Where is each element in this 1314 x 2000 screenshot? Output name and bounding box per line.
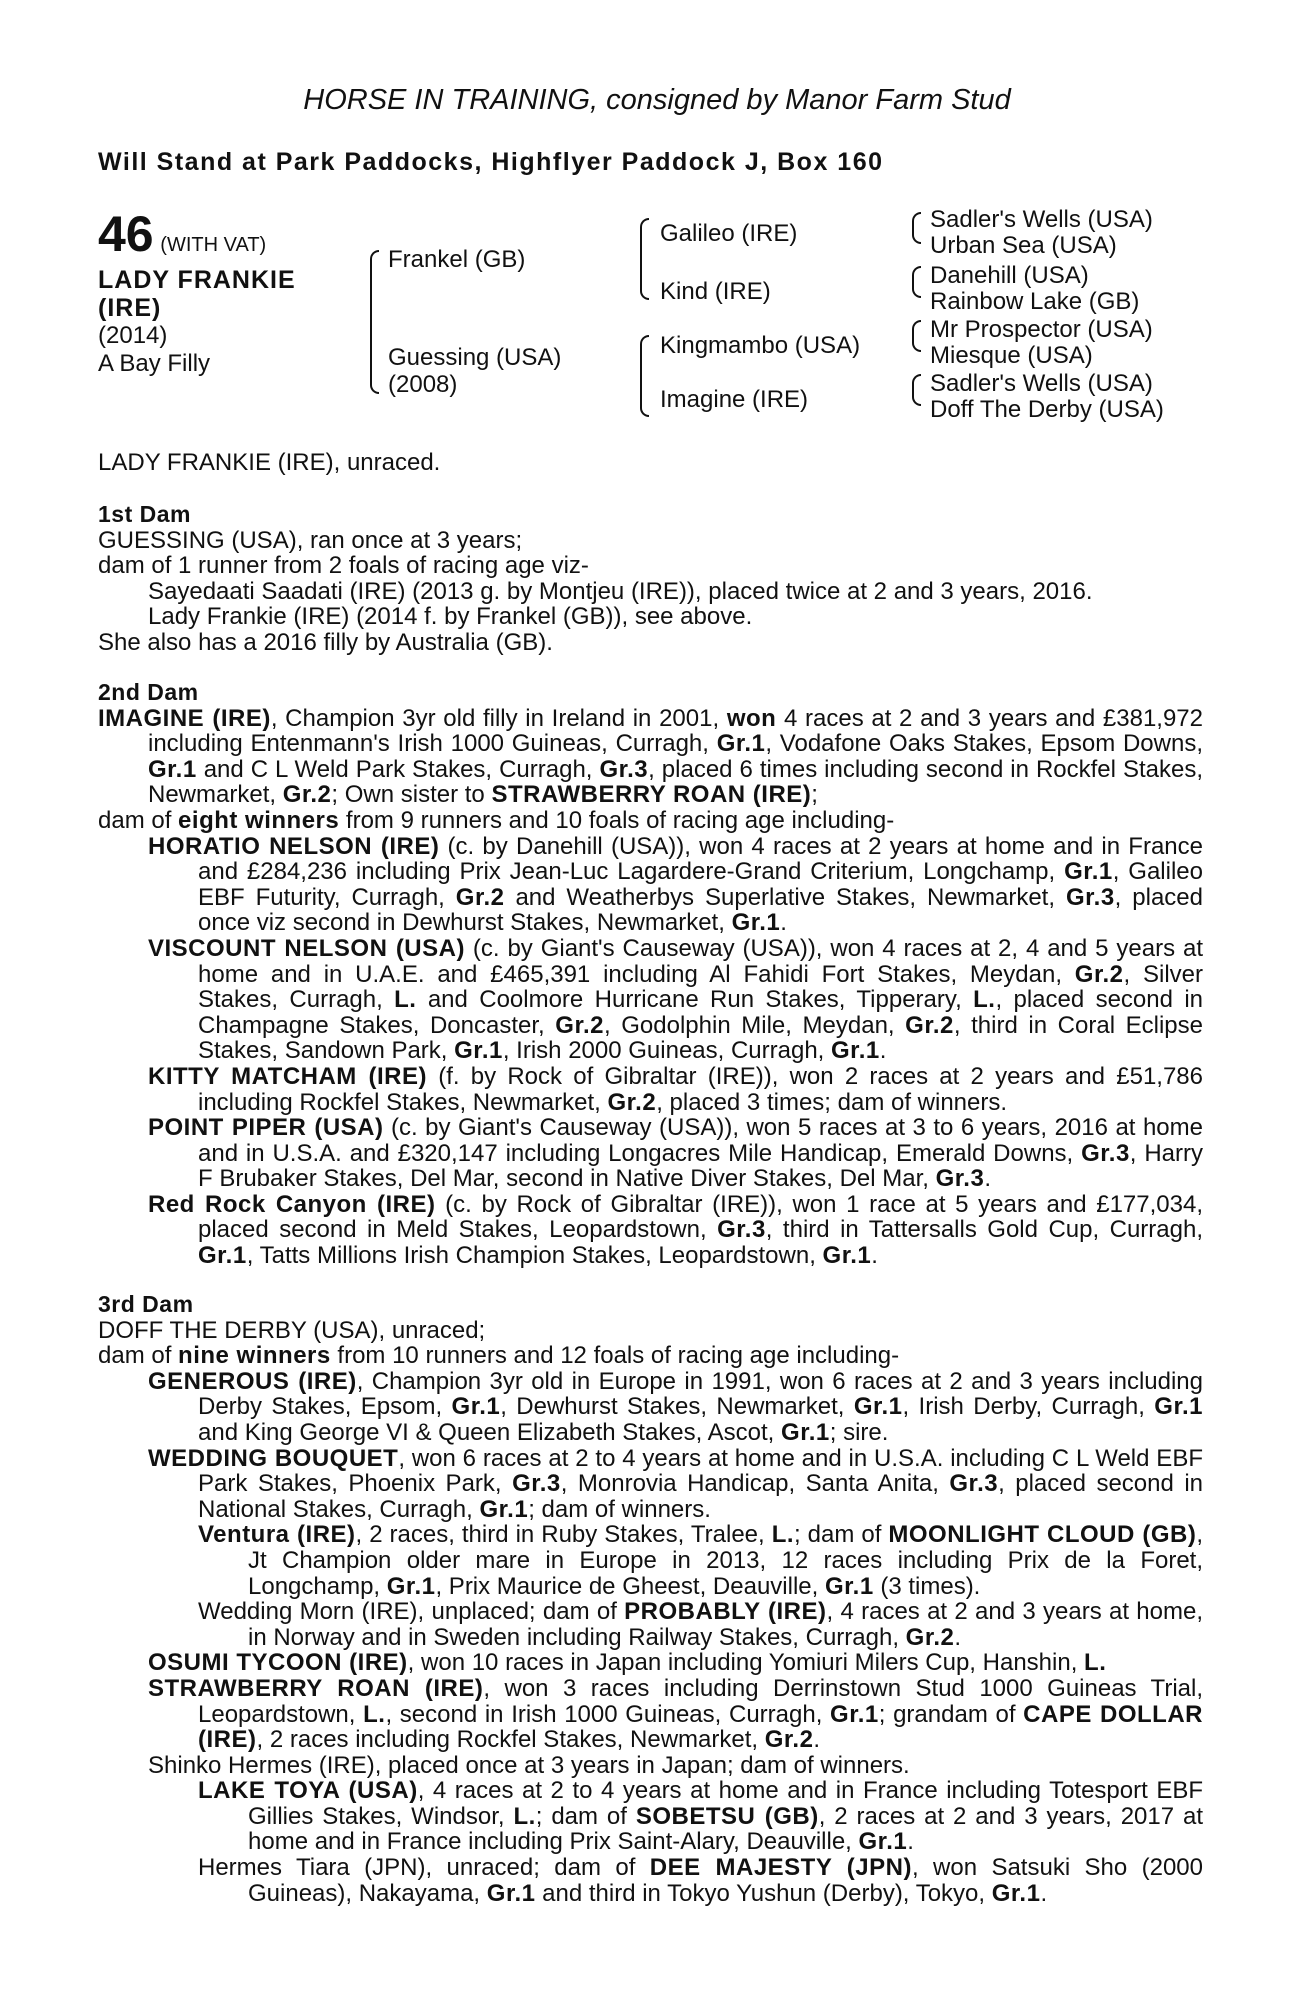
horse-description: A Bay Filly xyxy=(98,350,211,377)
pedigree-bracket xyxy=(370,250,379,394)
produce-entry: Shinko Hermes (IRE), placed once at 3 years in Japan; dam of winners. xyxy=(148,1751,910,1779)
produce-entry: WEDDING BOUQUET, won 6 races at 2 to 4 years at home and in U.S.A. including C L Weld EBF Park Stakes, Phoenix Park, Gr.3, Monrovia Handicap, Santa Anita, Gr.3, placed second in National Stakes, Curragh, Gr.1; dam of winners. xyxy=(148,1444,1203,1523)
pedigree-gen3-7: Sadler's Wells (USA) xyxy=(930,370,1153,397)
section-heading: 2nd Dam xyxy=(98,679,199,705)
pedigree-gen3-6: Miesque (USA) xyxy=(930,342,1093,369)
produce-line: Lady Frankie (IRE) (2014 f. by Frankel (GB)), see above. xyxy=(148,603,753,631)
produce-entry: LAKE TOYA (USA), 4 races at 2 to 4 years at home and in France including Totesport EBF Gillies Stakes, Windsor, L.; dam of SOBETSU (GB), 2 races at 2 and 3 years, 2017 at home and in France including Prix Saint-Alary, Deauville, Gr.1. xyxy=(198,1777,1204,1856)
section-heading: 3rd Dam xyxy=(98,1291,194,1317)
pedigree-bracket xyxy=(912,266,921,298)
dam-line: dam of 1 runner from 2 foals of racing age viz- xyxy=(98,552,589,580)
pedigree-gen3-8: Doff The Derby (USA) xyxy=(930,396,1164,423)
produce-entry: POINT PIPER (USA) (c. by Giant's Causeway (USA)), won 5 races at 3 to 6 years, 2016 at home and in U.S.A. and £320,147 including Longacres Mile Handicap, Emerald Downs, Gr.3, Harry F Brubaker Stakes, Del Mar, second in Native Diver Stakes, Del Mar, Gr.3. xyxy=(148,1114,1203,1193)
produce-entry: VISCOUNT NELSON (USA) (c. by Giant's Causeway (USA)), won 4 races at 2, 4 and 5 years at home and in U.A.E. and £465,391 including Al Fahidi Fort Stakes, Meydan, Gr.2, Silver Stakes, Curragh, L. and Coolmore Hurricane Run Stakes, Tipperary, L., placed second in Champagne Stakes, Doncaster, Gr.2, Godolphin Mile, Meydan, Gr.2, third in Coral Eclipse Stakes, Sandown Park, Gr.1, Irish 2000 Guineas, Curragh, Gr.1. xyxy=(148,934,1204,1065)
horse-name-country: (IRE) xyxy=(98,294,162,322)
produce-entry: STRAWBERRY ROAN (IRE), won 3 races including Derrinstown Stud 1000 Guineas Trial, Leopardstown, L., second in Irish 1000 Guineas, Curragh, Gr.1; grandam of CAPE DOLLAR (IRE), 2 races including Rockfel Stakes, Newmarket, Gr.2. xyxy=(148,1674,1204,1754)
produce-entry: HORATIO NELSON (IRE) (c. by Danehill (USA)), won 4 races at 2 years at home and in France and £284,236 including Prix Jean-Luc Lagardere-Grand Criterium, Longchamp, Gr.1, Galileo EBF Futurity, Curragh, Gr.2 and Weatherbys Superlative Stakes, Newmarket, Gr.3, placed once viz second in Dewhurst Stakes, Newmarket, Gr.1. xyxy=(148,832,1204,937)
produce-entry: Hermes Tiara (JPN), unraced; dam of DEE MAJESTY (JPN), won Satsuki Sho (2000 Guineas), Nakayama, Gr.1 and third in Tokyo Yushun (Derby), Tokyo, Gr.1. xyxy=(198,1854,1204,1907)
pedigree-gen3-1: Sadler's Wells (USA) xyxy=(930,206,1153,233)
produce-entry: Red Rock Canyon (IRE) (c. by Rock of Gibraltar (IRE)), won 1 race at 5 years and £177,034, placed second in Meld Stakes, Leopardstown, Gr.3, third in Tattersalls Gold Cup, Curragh, Gr.1, Tatts Millions Irish Champion Stakes, Leopardstown, Gr.1. xyxy=(148,1190,1203,1270)
pedigree-gen3-4: Rainbow Lake (GB) xyxy=(930,288,1140,315)
produce-entry: OSUMI TYCOON (IRE), won 10 races in Japan including Yomiuri Milers Cup, Hanshin, L. xyxy=(148,1649,1107,1677)
lot-number: 46 xyxy=(98,206,154,262)
dam-line: GUESSING (USA), ran once at 3 years; xyxy=(98,526,523,554)
horse-year: (2014) xyxy=(98,322,168,349)
page-header: HORSE IN TRAINING, consigned by Manor Farm Stud xyxy=(303,84,1011,116)
produce-entry: Ventura (IRE), 2 races, third in Ruby Stakes, Tralee, L.; dam of MOONLIGHT CLOUD (GB), Jt Champion older mare in Europe in 2013, 12 races including Prix de la Foret, Longchamp, Gr.1, Prix Maurice de Gheest, Deauville, Gr.1 (3 times). xyxy=(198,1521,1203,1600)
section-heading: 1st Dam xyxy=(98,501,191,527)
second-dam-section xyxy=(98,680,1203,1269)
pedigree-dam-dam: Imagine (IRE) xyxy=(660,386,809,413)
pedigree-bracket xyxy=(912,374,921,406)
pedigree-dam-year: (2008) xyxy=(388,371,458,398)
produce-entry: KITTY MATCHAM (IRE) (f. by Rock of Gibraltar (IRE)), won 2 races at 2 years and £51,786 including Rockfel Stakes, Newmarket, Gr.2, placed 3 times; dam of winners. xyxy=(148,1062,1203,1116)
dam-line: She also has a 2016 filly by Australia (GB). xyxy=(98,628,553,656)
stand-location: Will Stand at Park Paddocks, Highflyer Paddock J, Box 160 xyxy=(98,148,884,176)
pedigree-gen3-5: Mr Prospector (USA) xyxy=(930,316,1153,343)
horse-name: LADY FRANKIE xyxy=(98,266,296,294)
lot-block xyxy=(98,208,338,378)
pedigree-gen3-3: Danehill (USA) xyxy=(930,262,1089,289)
pedigree-dam-sire: Kingmambo (USA) xyxy=(660,332,861,359)
pedigree-bracket xyxy=(912,212,921,244)
vat-note: (WITH VAT) xyxy=(160,234,267,256)
pedigree-dam: Guessing (USA) xyxy=(388,344,562,371)
pedigree-bracket xyxy=(912,320,921,352)
intro-line: LADY FRANKIE (IRE), unraced. xyxy=(98,449,441,476)
pedigree-sire: Frankel (GB) xyxy=(388,246,526,273)
pedigree-sire-dam: Kind (IRE) xyxy=(660,278,771,305)
produce-entry: GENEROUS (IRE), Champion 3yr old in Europe in 1991, won 6 races at 2 and 3 years including Derby Stakes, Epsom, Gr.1, Dewhurst Stakes, Newmarket, Gr.1, Irish Derby, Curragh, Gr.1 and King George VI & Queen Elizabeth Stakes, Ascot, Gr.1; sire. xyxy=(148,1367,1204,1446)
dam-line: dam of nine winners from 10 runners and 12 foals of racing age including- xyxy=(98,1342,900,1370)
pedigree-sire-sire: Galileo (IRE) xyxy=(660,220,798,247)
dam-entry: IMAGINE (IRE), Champion 3yr old filly in Ireland in 2001, won 4 races at 2 and 3 years and £381,972 including Entenmann's Irish 1000 Guineas, Curragh, Gr.1, Vodafone Oaks Stakes, Epsom Downs, Gr.1 and C L Weld Park Stakes, Curragh, Gr.3, placed 6 times including second in Rockfel Stakes, Newmarket, Gr.2; Own sister to STRAWBERRY ROAN (IRE); xyxy=(98,704,1204,809)
pedigree-gen3-2: Urban Sea (USA) xyxy=(930,232,1117,259)
dam-line: dam of eight winners from 9 runners and 10 foals of racing age including- xyxy=(98,806,895,834)
pedigree-bracket xyxy=(640,218,649,300)
pedigree-bracket xyxy=(640,335,649,417)
dam-line: DOFF THE DERBY (USA), unraced; xyxy=(98,1316,486,1344)
first-dam-section xyxy=(98,502,1203,656)
produce-line: Sayedaati Saadati (IRE) (2013 g. by Montjeu (IRE)), placed twice at 2 and 3 years, 2016. xyxy=(148,577,1093,605)
third-dam-section xyxy=(98,1292,1203,1906)
produce-entry: Wedding Morn (IRE), unplaced; dam of PROBABLY (IRE), 4 races at 2 and 3 years at home, in Norway and in Sweden including Railway Stakes, Curragh, Gr.2. xyxy=(198,1598,1203,1651)
